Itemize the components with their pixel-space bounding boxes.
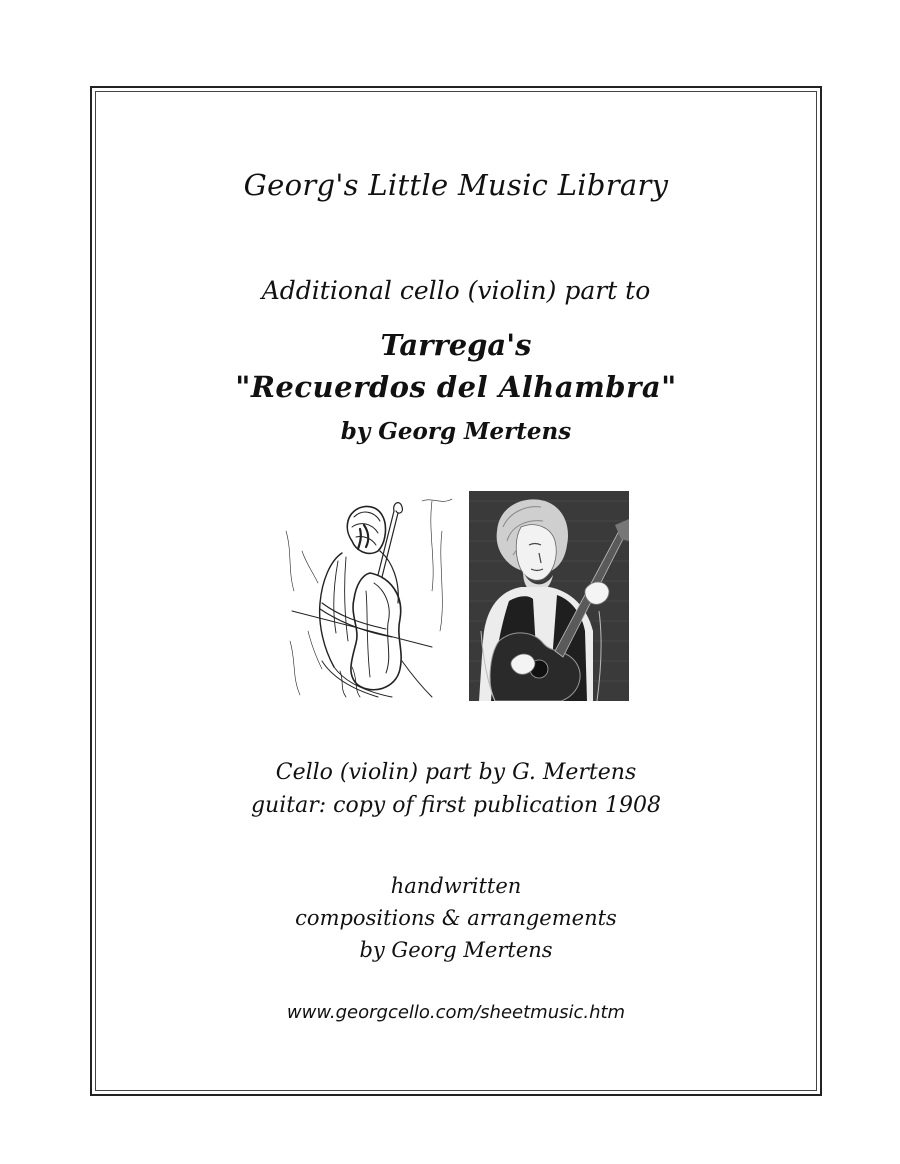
guitarist-portrait-image bbox=[469, 491, 629, 701]
library-title: Georg's Little Music Library bbox=[243, 168, 669, 202]
handwritten-label: handwritten bbox=[390, 874, 522, 898]
compositions-label: compositions & arrangements bbox=[295, 906, 617, 930]
cellist-sketch-image bbox=[282, 491, 458, 701]
intro-text: Additional cello (violin) part to bbox=[261, 276, 651, 305]
work-title-line-2: "Recuerdos del Alhambra" bbox=[235, 370, 677, 404]
author-label: by Georg Mertens bbox=[359, 938, 553, 962]
guitar-source-credit: guitar: copy of first publication 1908 bbox=[250, 793, 662, 818]
website-url: www.georgcello.com/sheetmusic.htm bbox=[286, 1002, 626, 1023]
byline: by Georg Mertens bbox=[340, 418, 572, 445]
cello-part-credit: Cello (violin) part by G. Mertens bbox=[275, 760, 637, 785]
work-title-line-1: Tarrega's bbox=[380, 328, 532, 362]
